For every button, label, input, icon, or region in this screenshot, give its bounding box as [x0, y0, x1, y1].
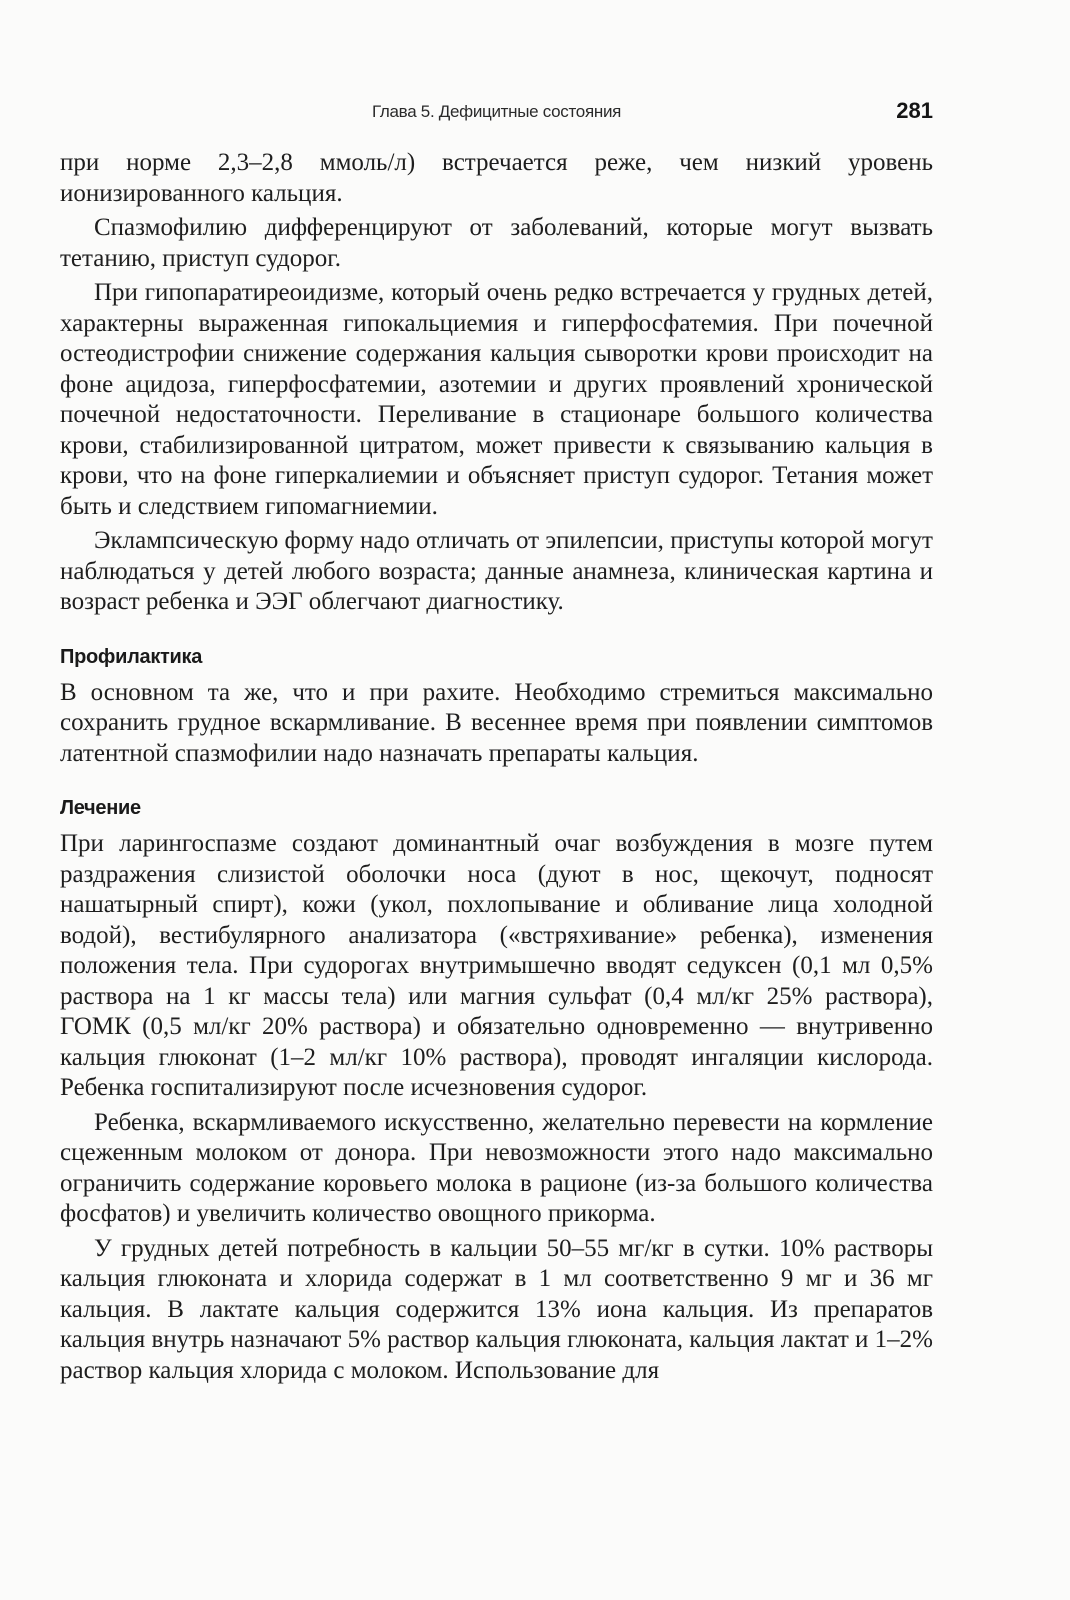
- paragraph: Спазмофилию дифференцируют от заболеваний, которые могут вызвать тетанию, приступ судорог.: [60, 214, 933, 272]
- paragraph: Эклампсическую форму надо отличать от эпилепсии, приступы которой могут наблюдаться у детей любого возраста; данные анамнеза, клиническая картина и возраст ребенка и ЭЭГ облегчают диагностику.: [60, 527, 933, 615]
- paragraph: При ларингоспазме создают доминантный очаг возбуждения в мозге путем раздражения слизистой оболочки носа (дуют в нос, щекочут, подносят нашатырный спирт), кожи (укол, похлопывание и обливание лица холодной водой), вестибулярного анализатора («встряхивание» ребенка), изменения положения тела. При судорогах внутримышечно вводят седуксен (0,1 мл 0,5% раствора на 1 кг массы тела) или магния сульфат (0,4 мл/кг 25% раствора), ГОМК (0,5 мл/кг 20% раствора) и обязательно одновременно — внутривенно кальция глюконат (1–2 мл/кг 10% раствора), проводят ингаляции кислорода. Ребенка госпитализируют после исчезновения судорог.: [60, 830, 933, 1101]
- page-body: [60, 148, 933, 1390]
- page-number: 281: [896, 98, 933, 123]
- paragraph: В основном та же, что и при рахите. Необходимо стремиться максимально сохранить грудное вскармливание. В весеннее время при появлении симптомов латентной спазмофилии надо назначать препараты кальция.: [60, 678, 933, 767]
- paragraph: При гипопаратиреоидизме, который очень редко встречается у грудных детей, характерны выраженная гипокальциемия и гиперфосфатемия. При почечной остеодистрофии снижение содержания кальция сыворотки крови происходит на фоне ацидоза, гиперфосфатемии, азотемии и других проявлений хронической почечной недостаточности. Переливание в стационаре большого количества крови, стабилизированной цитратом, может привести к связыванию кальция в крови, что на фоне гиперкалиемии и объясняет приступ судорог. Тетания может быть и следствием гипомагниемии.: [60, 279, 933, 520]
- paragraph: при норме 2,3–2,8 ммоль/л) встречается реже, чем низкий уровень ионизированного кальция.: [60, 149, 933, 207]
- paragraph: Ребенка, вскармливаемого искусственно, желательно перевести на кормление сцеженным молоком от донора. При невозможности этого надо максимально ограничить содержание коровьего молока в рационе (из-за большого количества фосфатов) и увеличить количество овощного прикорма.: [60, 1108, 933, 1227]
- page-header: [60, 98, 933, 132]
- paragraph: У грудных детей потребность в кальции 50–55 мг/кг в сутки. 10% растворы кальция глюконата и хлорида содержат в 1 мл соответственно 9 мг и 36 мг кальция. В лактате кальция содержится 13% иона кальция. Из препаратов кальция внутрь назначают 5% раствор кальция глюконата, кальция лактат и 1–2% раствор кальция хлорида с молоком. Использование для: [60, 1234, 933, 1384]
- section-heading-prevention: Профилактика: [60, 645, 203, 668]
- section-heading-treatment: Лечение: [60, 797, 141, 819]
- running-title: Глава 5. Дефицитные состояния: [371, 102, 622, 121]
